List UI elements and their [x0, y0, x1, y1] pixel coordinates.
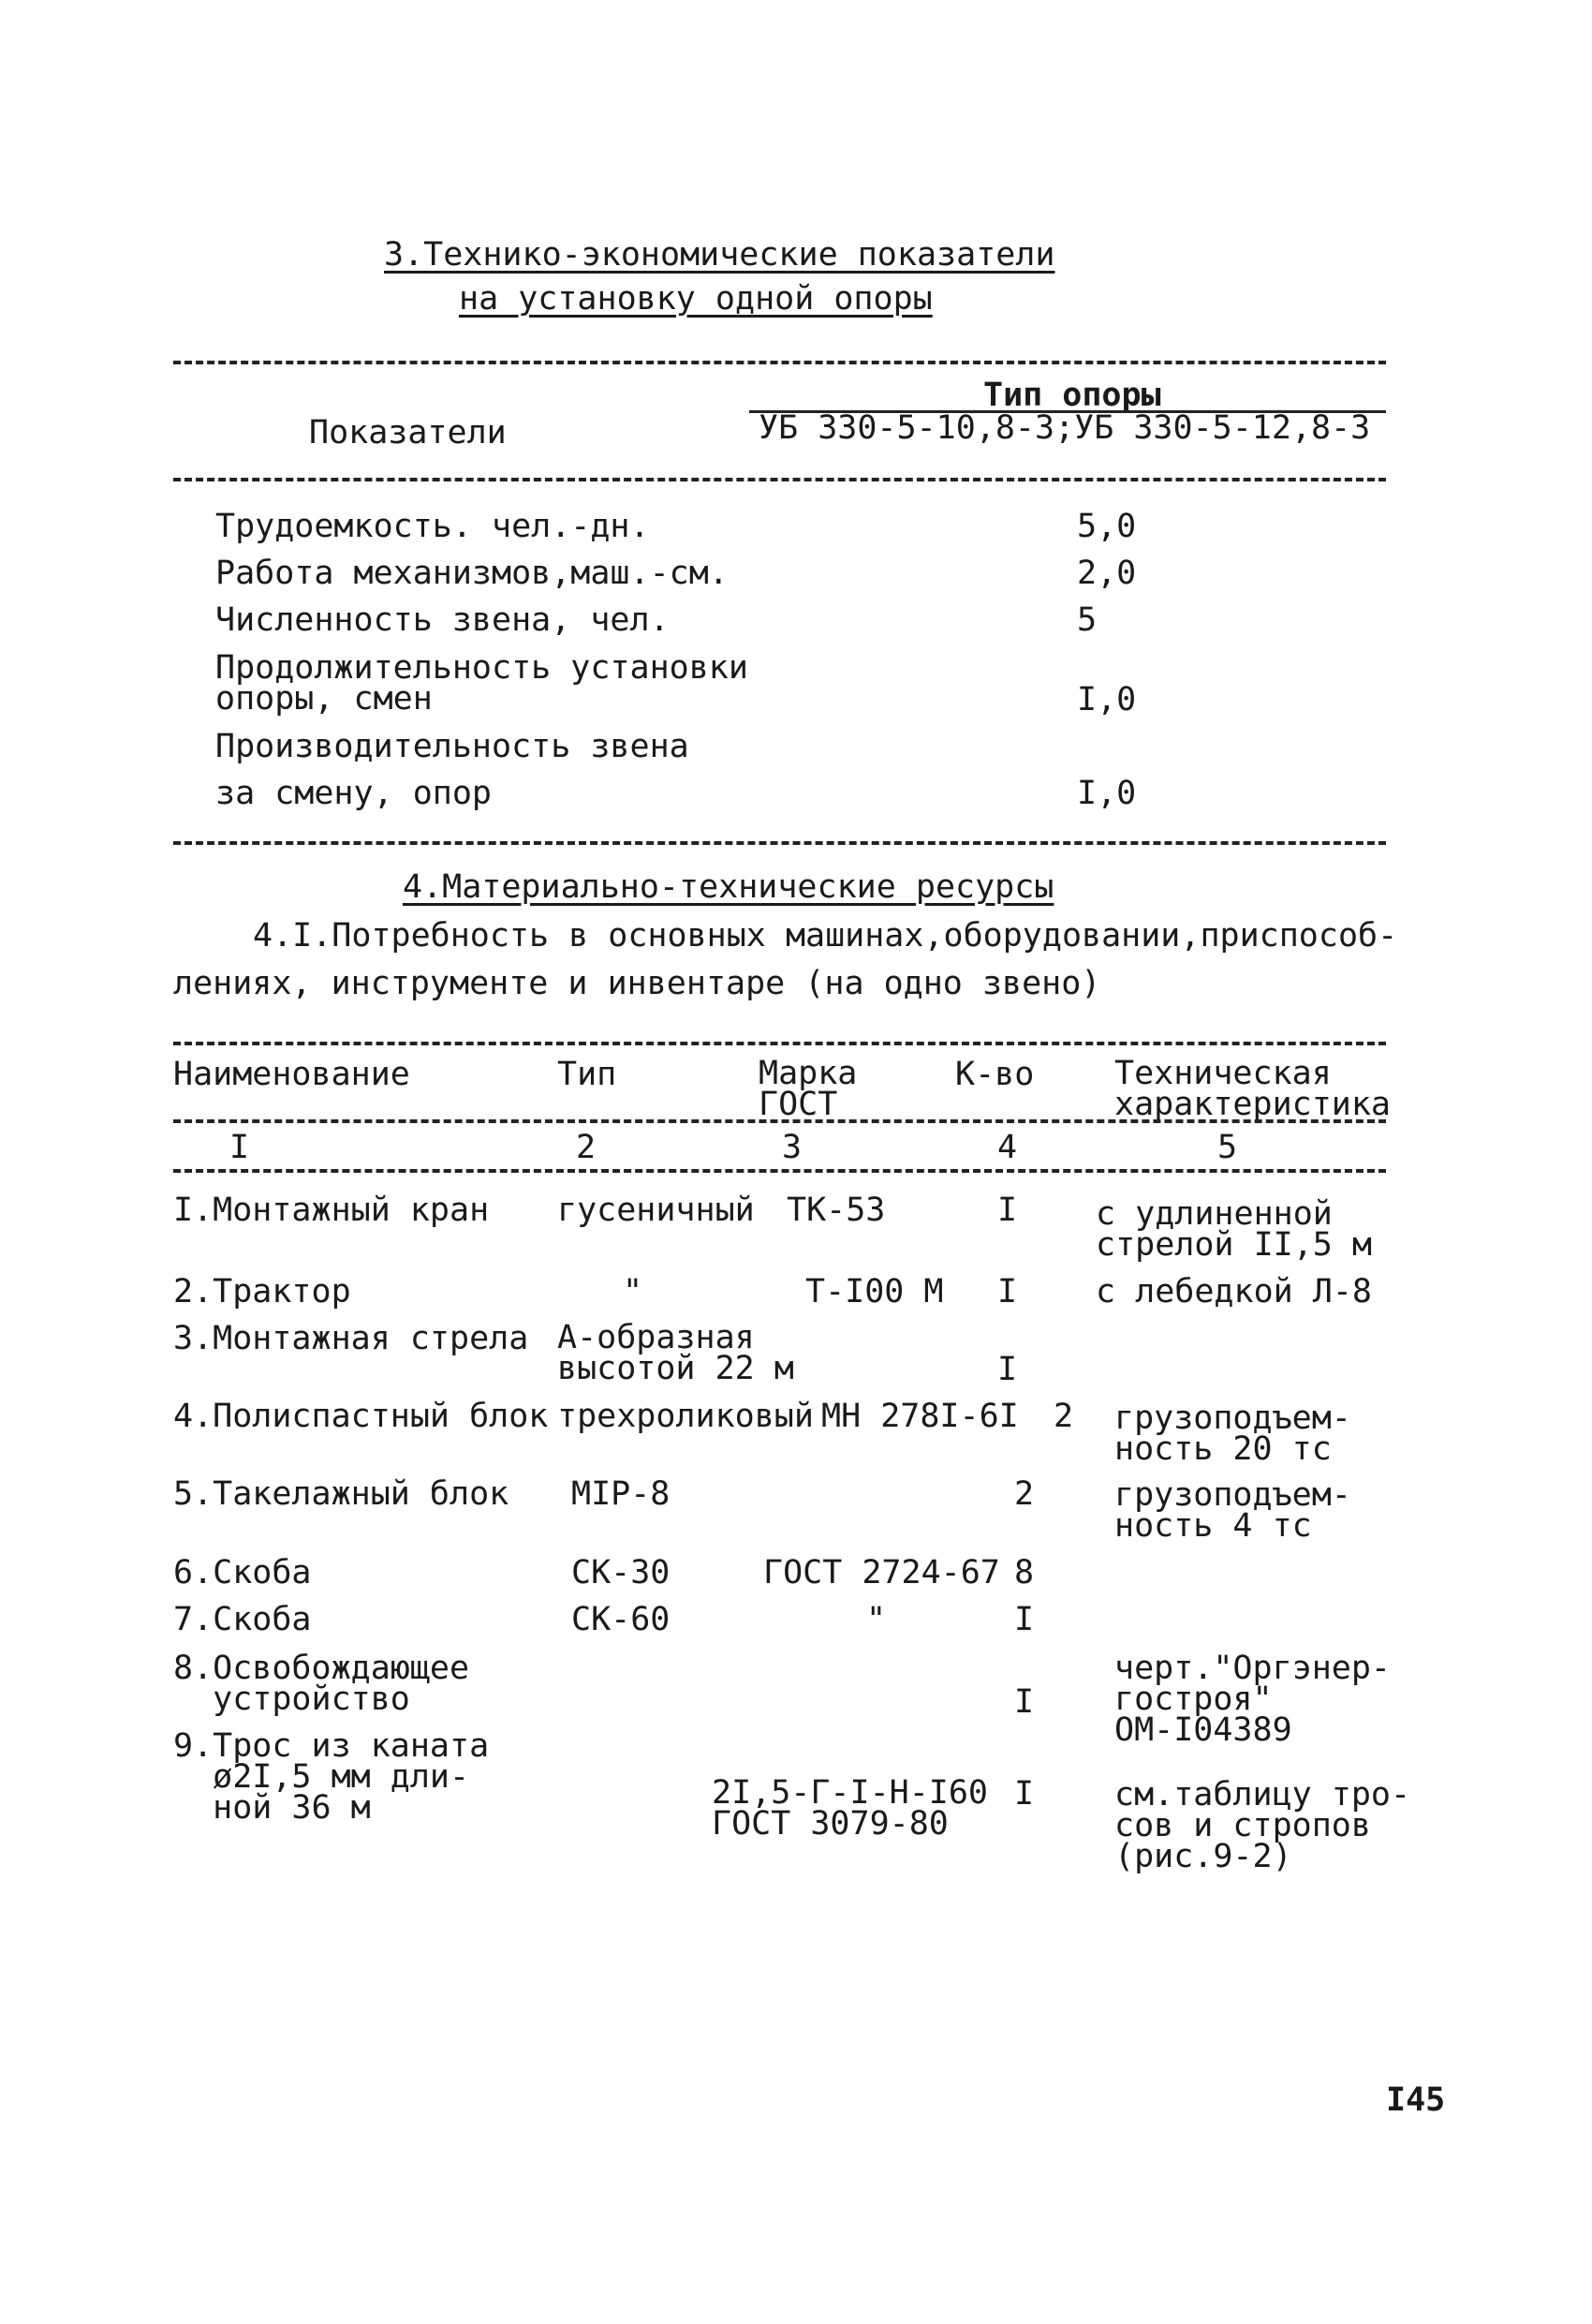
resource-qty: I: [997, 1351, 1018, 1388]
resource-qty: 2: [1054, 1398, 1074, 1435]
indicator-label: Трудоемкость. чел.-дн.: [215, 508, 650, 545]
section4-title: 4.Материально-технические ресурсы: [403, 868, 1054, 906]
section3-title-line2: на установку одной опоры: [459, 280, 933, 318]
resource-qty: I: [1014, 1775, 1035, 1813]
section3-title: [384, 236, 1055, 274]
indicator-label: Производительность звена: [215, 728, 689, 765]
resource-char: см.таблицу тро- сов и стропов (рис.9-2): [1114, 1776, 1411, 1875]
col-header-name: Наименование: [173, 1056, 410, 1093]
resource-char: черт."Оргэнер- гостроя" ОМ-I04389: [1114, 1650, 1392, 1749]
resource-char: с удлиненной стрелой II,5 м: [1096, 1195, 1373, 1264]
table-top-divider: [173, 361, 1386, 364]
resource-type: ": [623, 1273, 643, 1310]
col-number: 5: [1217, 1129, 1238, 1166]
resource-name: 5.Такелажный блок: [173, 1475, 509, 1513]
col-number: 4: [997, 1129, 1018, 1166]
resource-mark: Т-I00 М: [805, 1273, 944, 1310]
section4-subtitle-line2: лениях, инструменте и инвентаре (на одно звено): [173, 965, 1101, 1002]
table-bottom-divider: [173, 841, 1386, 845]
col-header-qty: К-во: [955, 1056, 1035, 1093]
resource-mark: 2I,5-Г-I-Н-I60 ГОСТ 3079-80: [712, 1774, 989, 1843]
col-header-divider: [173, 1119, 1386, 1123]
resource-type: СК-60: [571, 1601, 671, 1638]
resource-mark: ": [866, 1601, 887, 1638]
resource-mark: ГОСТ 2724-67: [763, 1554, 1000, 1591]
resource-name: 3.Монтажная стрела: [173, 1320, 529, 1357]
col-number-divider: [173, 1169, 1386, 1173]
resource-name: 6.Скоба: [173, 1554, 312, 1591]
indicator-value: I,0: [1077, 681, 1137, 718]
col-header-mark: Марка ГОСТ: [759, 1055, 858, 1123]
indicator-value: 5: [1077, 601, 1098, 639]
resource-type: СК-30: [571, 1554, 671, 1591]
resource-qty: I: [1014, 1601, 1035, 1638]
resource-mark: МН 278I-6I: [821, 1398, 1019, 1435]
resource-name: 2.Трактор: [173, 1273, 351, 1310]
resource-name: 4.Полиспастный блок: [173, 1398, 549, 1435]
indicator-value: 5,0: [1077, 508, 1137, 545]
header-right-bottom: УБ 330-5-10,8-3;УБ 330-5-12,8-3: [759, 409, 1371, 447]
resource-char: с лебедкой Л-8: [1096, 1273, 1373, 1310]
resource-type: трехроликовый: [557, 1398, 814, 1435]
col-number: I: [229, 1129, 250, 1166]
resource-type: гусеничный: [557, 1192, 755, 1229]
resource-name: 7.Скоба: [173, 1601, 312, 1638]
indicator-label: за смену, опор: [215, 775, 493, 812]
section3-title-line1: 3.Технико-экономические показатели: [384, 236, 1055, 274]
col-header-type: Тип: [557, 1056, 617, 1093]
resource-char: грузоподъем- ность 4 тс: [1114, 1476, 1351, 1545]
resource-char: грузоподъем- ность 20 тс: [1114, 1399, 1351, 1468]
resource-qty: 2: [1014, 1475, 1035, 1513]
col-number: 3: [782, 1129, 803, 1166]
resource-qty: I: [1014, 1683, 1035, 1721]
header-left: Показатели: [309, 414, 507, 451]
resource-name: I.Монтажный кран: [173, 1192, 490, 1229]
indicator-value: I,0: [1077, 775, 1137, 812]
resource-qty: I: [997, 1192, 1018, 1229]
resource-qty: I: [997, 1273, 1018, 1310]
indicator-label: Продолжительность установки опоры, смен: [215, 649, 748, 718]
resources-top-divider: [173, 1042, 1386, 1045]
resource-type: А-образная высотой 22 м: [557, 1319, 794, 1387]
resource-mark: ТК-53: [787, 1192, 886, 1229]
resource-name: 9.Трос из каната ø2I,5 мм дли- ной 36 м: [173, 1727, 490, 1827]
indicator-value: 2,0: [1077, 555, 1137, 592]
section4-subtitle-line1: 4.I.Потребность в основных машинах,оборудовании,приспособ-: [253, 917, 1398, 955]
header-divider: [173, 478, 1386, 481]
resource-name: 8.Освобождающее устройство: [173, 1650, 470, 1718]
resource-type: МIР-8: [571, 1475, 671, 1513]
page-number: I45: [1386, 2081, 1446, 2119]
col-header-char: Техническая характеристика: [1114, 1055, 1392, 1123]
indicator-label: Численность звена, чел.: [215, 601, 670, 639]
header-right-top: Тип опоры: [983, 377, 1161, 414]
resource-qty: 8: [1014, 1554, 1035, 1591]
col-number: 2: [576, 1129, 597, 1166]
indicator-label: Работа механизмов,маш.-см.: [215, 555, 729, 592]
